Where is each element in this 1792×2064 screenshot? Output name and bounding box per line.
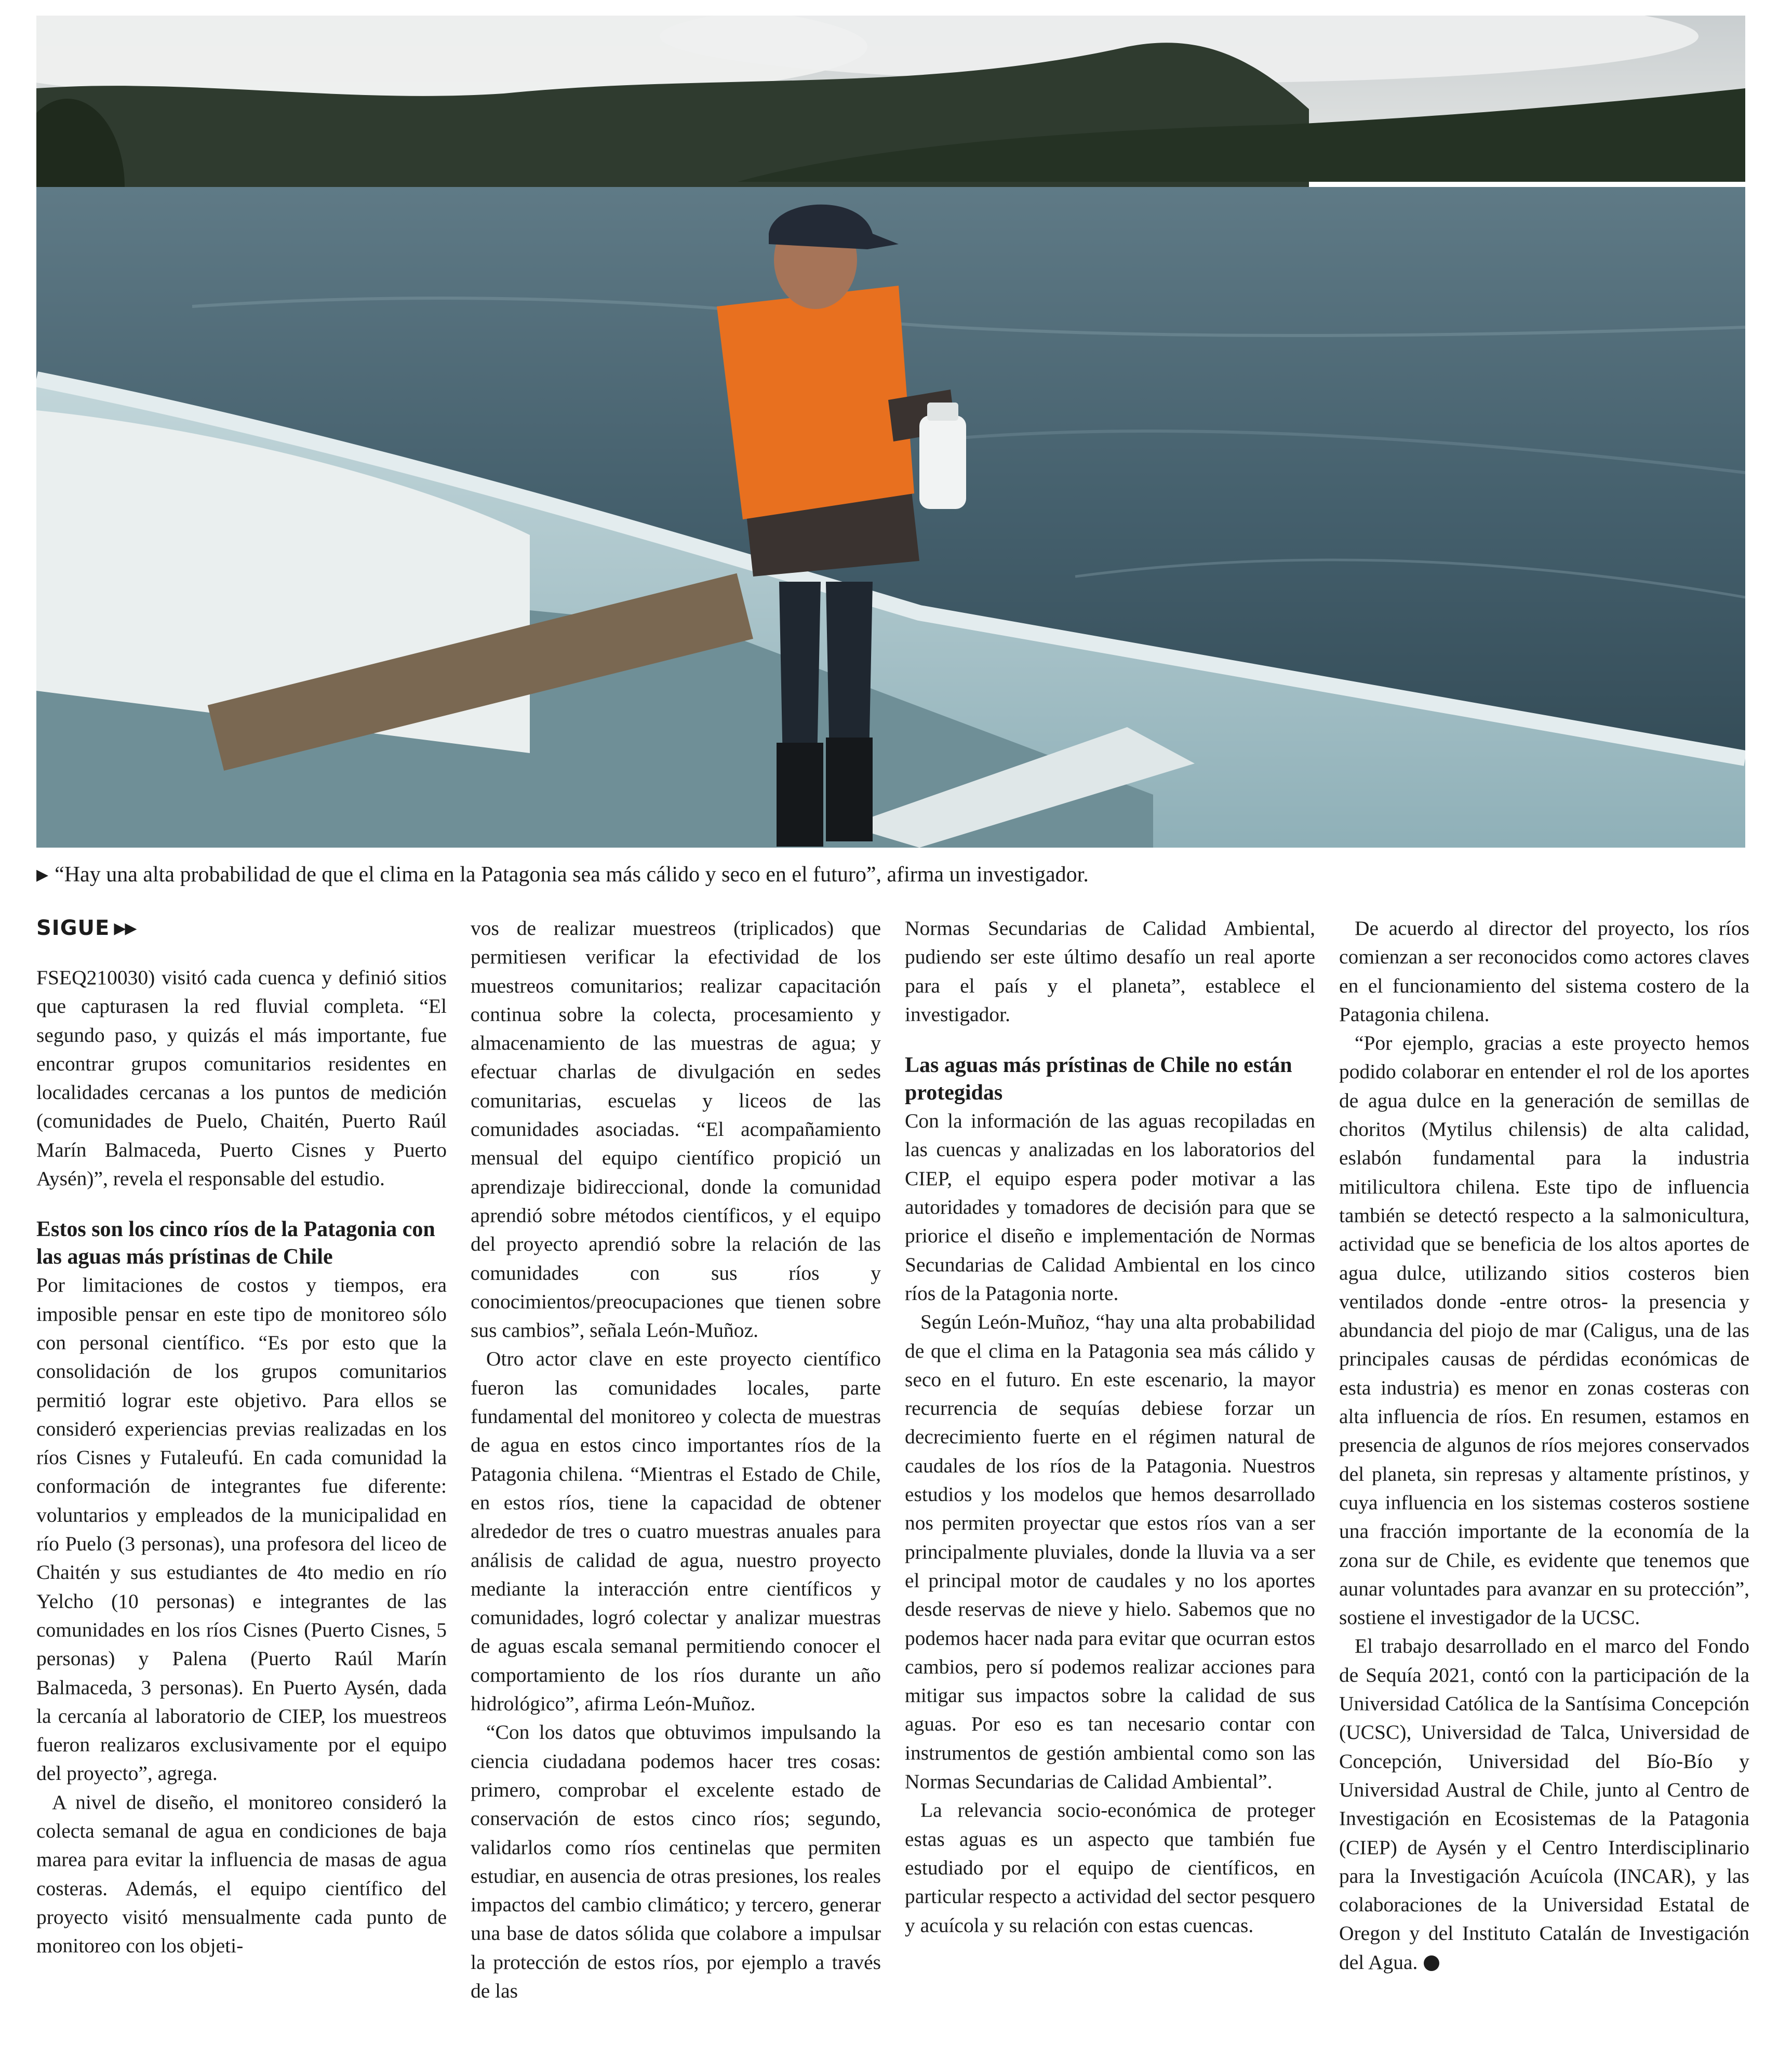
sample-bottle <box>919 416 966 509</box>
continued-text: SIGUE <box>36 916 110 940</box>
paragraph: La relevancia socio-económica de proteger estas aguas es un aspecto que también fue estudiado por el equipo de científicos, en particular respecto a actividad del sector pesquero y acuícola y su relación con estas cuencas. <box>905 1799 1315 1937</box>
paragraph: FSEQ210030) visitó cada cuenca y definió sitios que capturasen la red fluvial completa. “El segundo paso, y quizás el más importante, fue encontrar grupos comunitarios residentes en localidades cercanas a los puntos de medición (comunidades de Puelo, Chaitén, Puerto Raúl Marín Balmaceda, Puerto Cisnes y Puerto Aysén)”, revela el responsable del estudio. <box>36 966 447 1190</box>
triangle-right-icon: ▶ <box>36 866 49 884</box>
paragraph <box>1339 1632 1749 1977</box>
double-arrow-right-icon: ▶▶ <box>114 919 136 937</box>
life-vest <box>717 286 914 519</box>
paragraph: vos de realizar muestreos (triplicados) que permitiesen verificar la efectividad de los muestreos comunitarios; realizar capacitación continua sobre la colecta, procesamiento y almacenamiento de las muestras de agua; y efectuar charlas de divulgación en sedes comunitarias, escuelas y liceos de las comunidades asociadas. “El acompañamiento mensual del equipo científico propició un aprendizaje bidireccional, donde la comunidad aprendió sobre métodos científicos, y el equipo del proyecto aprendió sobre la relación de las comunidades con sus ríos y conocimientos/preocupaciones que tienen sobre sus cambios”, señala León-Muñoz. <box>471 917 881 1342</box>
article-photo <box>36 16 1745 848</box>
paragraph: Normas Secundarias de Calidad Ambiental, pudiendo ser este último desafío un real aporte para el país y el planeta”, establece el investigador. <box>905 917 1315 1026</box>
end-of-article-bullet-icon <box>1424 1955 1439 1971</box>
article-column-2 <box>471 914 881 2031</box>
caption-text: “Hay una alta probabilidad de que el clima en la Patagonia sea más cálido y seco en el futuro”, afirma un investigador. <box>55 863 1089 887</box>
paragraph: Según León-Muñoz, “hay una alta probabilidad de que el clima en la Patagonia sea más cálido y seco en el futuro. En este escenario, la mayor recurrencia de sequías debiese forzar un decrecimiento fuerte en el régimen natural de caudales de los ríos de la Patagonia. Nuestros estudios y los modelos que hemos desarrollado nos permiten proyectar que estos ríos van a ser principalmente pluviales, donde la lluvia va a ser el principal motor de caudales y no los aportes desde reservas de nieve y hielo. Sabemos que no podemos hacer nada para evitar que ocurran estos cambios, pero sí podemos realizar acciones para mitigar sus impactos sobre la calidad de sus aguas. Por eso es tan necesario contar con instrumentos de gestión ambiental como son las Normas Secundarias de Calidad Ambiental”. <box>905 1310 1315 1793</box>
article-column-3 <box>905 914 1315 2031</box>
photo-caption <box>36 858 1745 891</box>
paragraph: Con la información de las aguas recopiladas en las cuencas y analizadas en los laboratorios del CIEP, el equipo espera poder motivar a las autoridades y tomadores de decisión para que se priorice el diseño e implementación de Normas Secundarias de Calidad Ambiental en los cinco ríos de la Patagonia norte. <box>905 1109 1315 1305</box>
paragraph: Por limitaciones de costos y tiempos, era imposible pensar en este tipo de monitoreo sólo con personal científico. “Es por esto que la consolidación de los grupos comunitarios permitió lograr este objetivo. Para ellos se consideró experiencias previas realizadas en los ríos Cisnes y Futaleufú. En cada comunidad la conformación de integrantes fue diferente: voluntarios y empleados de la municipalidad en río Puelo (3 personas), una profesora del liceo de Chaitén y sus estudiantes de 4to medio en río Yelcho (10 personas) e integrantes de las comunidades en los ríos Cisnes (Puerto Cisnes, 5 personas) y Palena (Puerto Raúl Marín Balmaceda, 3 personas). En Puerto Aysén, dada la cercanía al laboratorio de CIEP, los muestreos fueron realizaros exclusivamente por el equipo del proyecto”, agrega. <box>36 1274 447 1785</box>
article-column-4 <box>1339 914 1749 2031</box>
paragraph: “Con los datos que obtuvimos impulsando la ciencia ciudadana podemos hacer tres cosas: primero, comprobar el excelente estado de conservación de estos cinco ríos; segundo, validarlos como ríos centinelas que permiten estudiar, en ausencia de otras presiones, los reales impactos del cambio climático; y tercero, generar una base de datos sólida que colabore a impulsar la protección de estos ríos, por ejemplo a través de las <box>471 1721 881 2002</box>
section-heading: Las aguas más prístinas de Chile no están protegidas <box>905 1053 1292 1105</box>
paragraph: A nivel de diseño, el monitoreo consideró la colecta semanal de agua en condiciones de baja marea para evitar la influencia de masas de agua costeras. Además, el equipo científico del proyecto visitó mensualmente cada punto de monitoreo con los objeti- <box>36 1790 447 1958</box>
closing-paragraph-text: El trabajo desarrollado en el marco del Fondo de Sequía 2021, contó con la participación de la Universidad Católica de la Santísima Concepción (UCSC), Universidad de Talca, Universidad de Concepción, Universidad del Bío-Bío y Universidad Austral de Chile, junto al Centro de Investigación en Ecosistemas de la Patagonia (CIEP) de Aysén y el Centro Interdisciplinario para la Investigación Acuícola (INCAR), y las colaboraciones de la Universidad Estatal de Oregon y del Instituto Catalán de Investigación del Agua. <box>1339 1634 1749 1974</box>
continued-label <box>36 914 447 944</box>
paragraph: “Por ejemplo, gracias a este proyecto hemos podido colaborar en entender el rol de los aportes de agua dulce en la generación de semillas de choritos (Mytilus chilensis) de alta calidad, eslabón fundamental para la industria mitilicultora chilena. Este tipo de influencia también se detectó respecto a la salmonicultura, actividad que se beneficia de los altos aportes de agua dulce, utilizando sitios costeros bien ventilados donde -entre otros- la presencia y abundancia del piojo de mar (Caligus, una de las principales causas de pérdidas económicas de esta industria) es menor en zonas costeras con alta influencia de ríos. En resumen, estamos en presencia de algunos de ríos mejores conservados del planeta, sin represas y altamente prístinos, y cuya influencia en los sistemas costeros sostiene una fracción importante de la economía de la zona sur de Chile, es evidente que tenemos que aunar voluntades para avanzar en su protección”, sostiene el investigador de la UCSC. <box>1339 1031 1749 1629</box>
river-boat-scene <box>36 16 1745 848</box>
paragraph: Otro actor clave en este proyecto científico fueron las comunidades locales, parte fundamental del monitoreo y colecta de muestras de agua en estos cinco importantes ríos de la Patagonia chilena. “Mientras el Estado de Chile, en estos ríos, tiene la capacidad de obtener alrededor de tres o cuatro muestras anuales para análisis de calidad de agua, nuestro proyecto mediante la interacción entre científicos y comunidades, logró colectar y analizar muestras de aguas escala semanal permitiendo conocer el comportamiento de los ríos durante un año hidrológico”, afirma León-Muñoz. <box>471 1347 881 1715</box>
section-heading: Estos son los cinco ríos de la Patagonia con las aguas más prístinas de Chile <box>36 1217 435 1269</box>
article-column-1 <box>36 914 447 2031</box>
paragraph: De acuerdo al director del proyecto, los ríos comienzan a ser reconocidos como actores claves en el funcionamiento del sistema costero de la Patagonia chilena. <box>1339 917 1749 1026</box>
